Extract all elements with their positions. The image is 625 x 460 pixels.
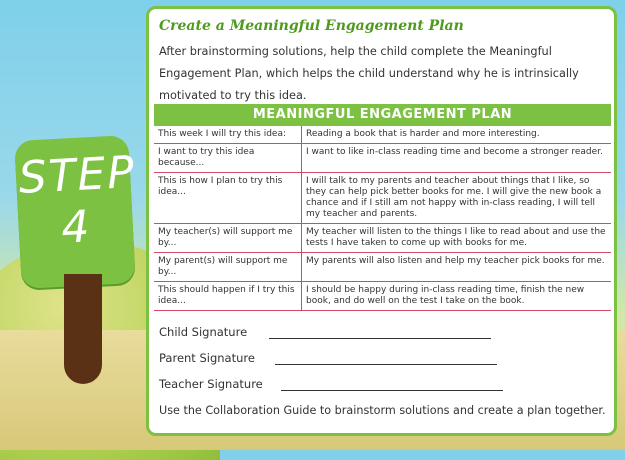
row-prompt: This week I will try this idea: <box>154 126 302 144</box>
row-prompt: My teacher(s) will support me by... <box>154 224 302 253</box>
card-intro: After brainstorming solutions, help the child complete the Meaningful Engagement Plan, which helps the child understand why he is intrinsically motivated to try this idea. <box>159 45 579 102</box>
engagement-plan-card <box>146 6 617 436</box>
child-signature-line[interactable] <box>269 338 491 339</box>
child-signature-label: Child Signature <box>159 325 248 339</box>
parent-signature-label: Parent Signature <box>159 351 255 365</box>
step-sign-label <box>17 146 138 257</box>
row-answer: I will talk to my parents and teacher about things that I like, so they can help pick better books for me. I will give the new book a chance and if I still am not happy with in-class reading, I will tell my teacher and parents. <box>302 173 612 224</box>
parent-signature-line[interactable] <box>275 364 497 365</box>
row-answer: Reading a book that is harder and more interesting. <box>302 126 612 144</box>
teacher-signature-label: Teacher Signature <box>159 377 263 391</box>
table-row <box>154 253 611 282</box>
step-sign-post <box>64 274 102 384</box>
step-sign-number: 4 <box>60 201 93 254</box>
row-answer: I want to like in-class reading time and become a stronger reader. <box>302 144 612 173</box>
table-row <box>154 126 611 144</box>
row-answer: My teacher will listen to the things I like to read about and use the tests I have taken to come up with books for me. <box>302 224 612 253</box>
plan-header: MEANINGFUL ENGAGEMENT PLAN <box>154 104 611 126</box>
card-title: Create a Meaningful Engagement Plan <box>159 18 464 34</box>
teacher-signature-line[interactable] <box>281 390 503 391</box>
table-row <box>154 282 611 311</box>
row-prompt: This is how I plan to try this idea... <box>154 173 302 224</box>
row-prompt: I want to try this idea because... <box>154 144 302 173</box>
plan-table <box>154 126 611 311</box>
row-answer: My parents will also listen and help my teacher pick books for me. <box>302 253 612 282</box>
table-row <box>154 173 611 224</box>
card-footer: Use the Collaboration Guide to brainstorm solutions and create a plan together. <box>159 404 606 417</box>
step-sign-word: STEP <box>17 146 138 204</box>
row-answer: I should be happy during in-class reading time, finish the new book, and do well on the test I take on the book. <box>302 282 612 311</box>
row-prompt: My parent(s) will support me by... <box>154 253 302 282</box>
table-row <box>154 224 611 253</box>
table-row <box>154 144 611 173</box>
row-prompt: This should happen if I try this idea... <box>154 282 302 311</box>
